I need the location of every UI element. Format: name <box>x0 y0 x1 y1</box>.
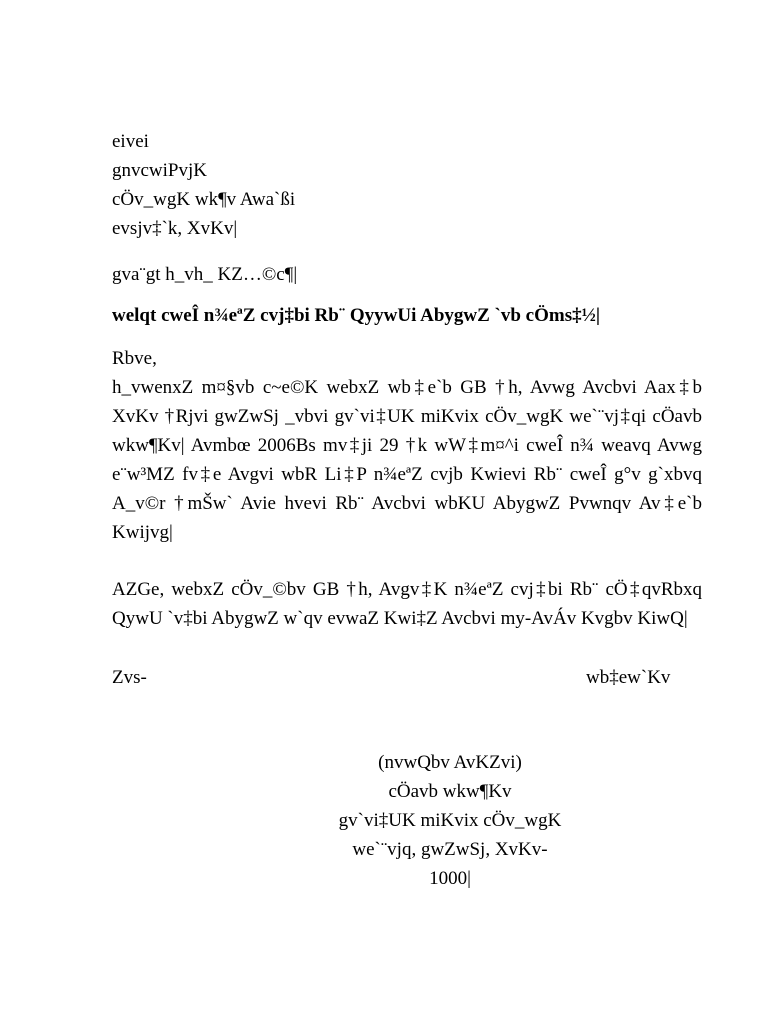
recipient-line-4: evsjv‡`k, XvKv| <box>112 218 238 239</box>
sender-line-4: we`¨vjq, gwZwSj, XvKv- <box>352 839 548 860</box>
sender-line-5: 1000| <box>429 868 471 889</box>
date-label: Zvs- <box>112 667 147 688</box>
letter-body <box>112 127 702 692</box>
recipient-line-3: cÖv_wgK wk¶v Awa`ßi <box>112 189 296 210</box>
sender-block <box>310 748 590 893</box>
recipient-address <box>112 127 702 243</box>
sender-line-3: gv`vi‡UK miKvix cÖv_wgK <box>338 810 562 831</box>
recipient-line-2: gnvcwiPvjK <box>112 160 207 181</box>
sender-line-1: (nvwQbv AvKZvi) <box>378 752 522 773</box>
recipient-line-1: eivei <box>112 131 149 152</box>
via-line: gva¨gt h_vh_ KZ…©c¶| <box>112 264 298 285</box>
sender-line-2: cÖavb wkw¶Kv <box>388 781 512 802</box>
body-paragraph-1: h_vwenxZ m¤§vb c~e©K webxZ wb‡e`b GB †h, Avwg Avcbvi Aax‡b XvKv †Rjvi gwZwSj _vbvi gv`vi‡UK miKvix cÖv_wgK we`¨vj‡qi cÖavb wkw¶Kv| Avmbœ 2006Bs mv‡ji 29 †k wW‡m¤^i cweÎ n¾ weavq Avwg e¨w³MZ fv‡e Avgvi wbR Li‡P n¾eªZ cvjb Kwievi Rb¨ cweÎ g°v g`xbvq A_v©r †mŠw` Avie hvevi Rb¨ Avcbvi wbKU AbygwZ Pvwnqv Av‡e`b Kwijvg| <box>112 377 702 543</box>
subject-line: welqt cweÎ n¾eªZ cvj‡bi Rb¨ QyywUi AbygwZ `vb cÖms‡½| <box>112 305 601 326</box>
salutation: Rbve, <box>112 348 157 369</box>
closing-row <box>112 663 702 692</box>
body-paragraph-2: AZGe, webxZ cÖv_©bv GB †h, Avgv‡K n¾eªZ cvj‡bi Rb¨ cÖ‡qvRbxq QywU `v‡bi AbygwZ w`qv evwaZ Kwi‡Z Avcbvi my-AvÁv Kvgbv KiwQ| <box>112 579 702 629</box>
closing-signoff: wb‡ew`Kv <box>586 667 671 688</box>
